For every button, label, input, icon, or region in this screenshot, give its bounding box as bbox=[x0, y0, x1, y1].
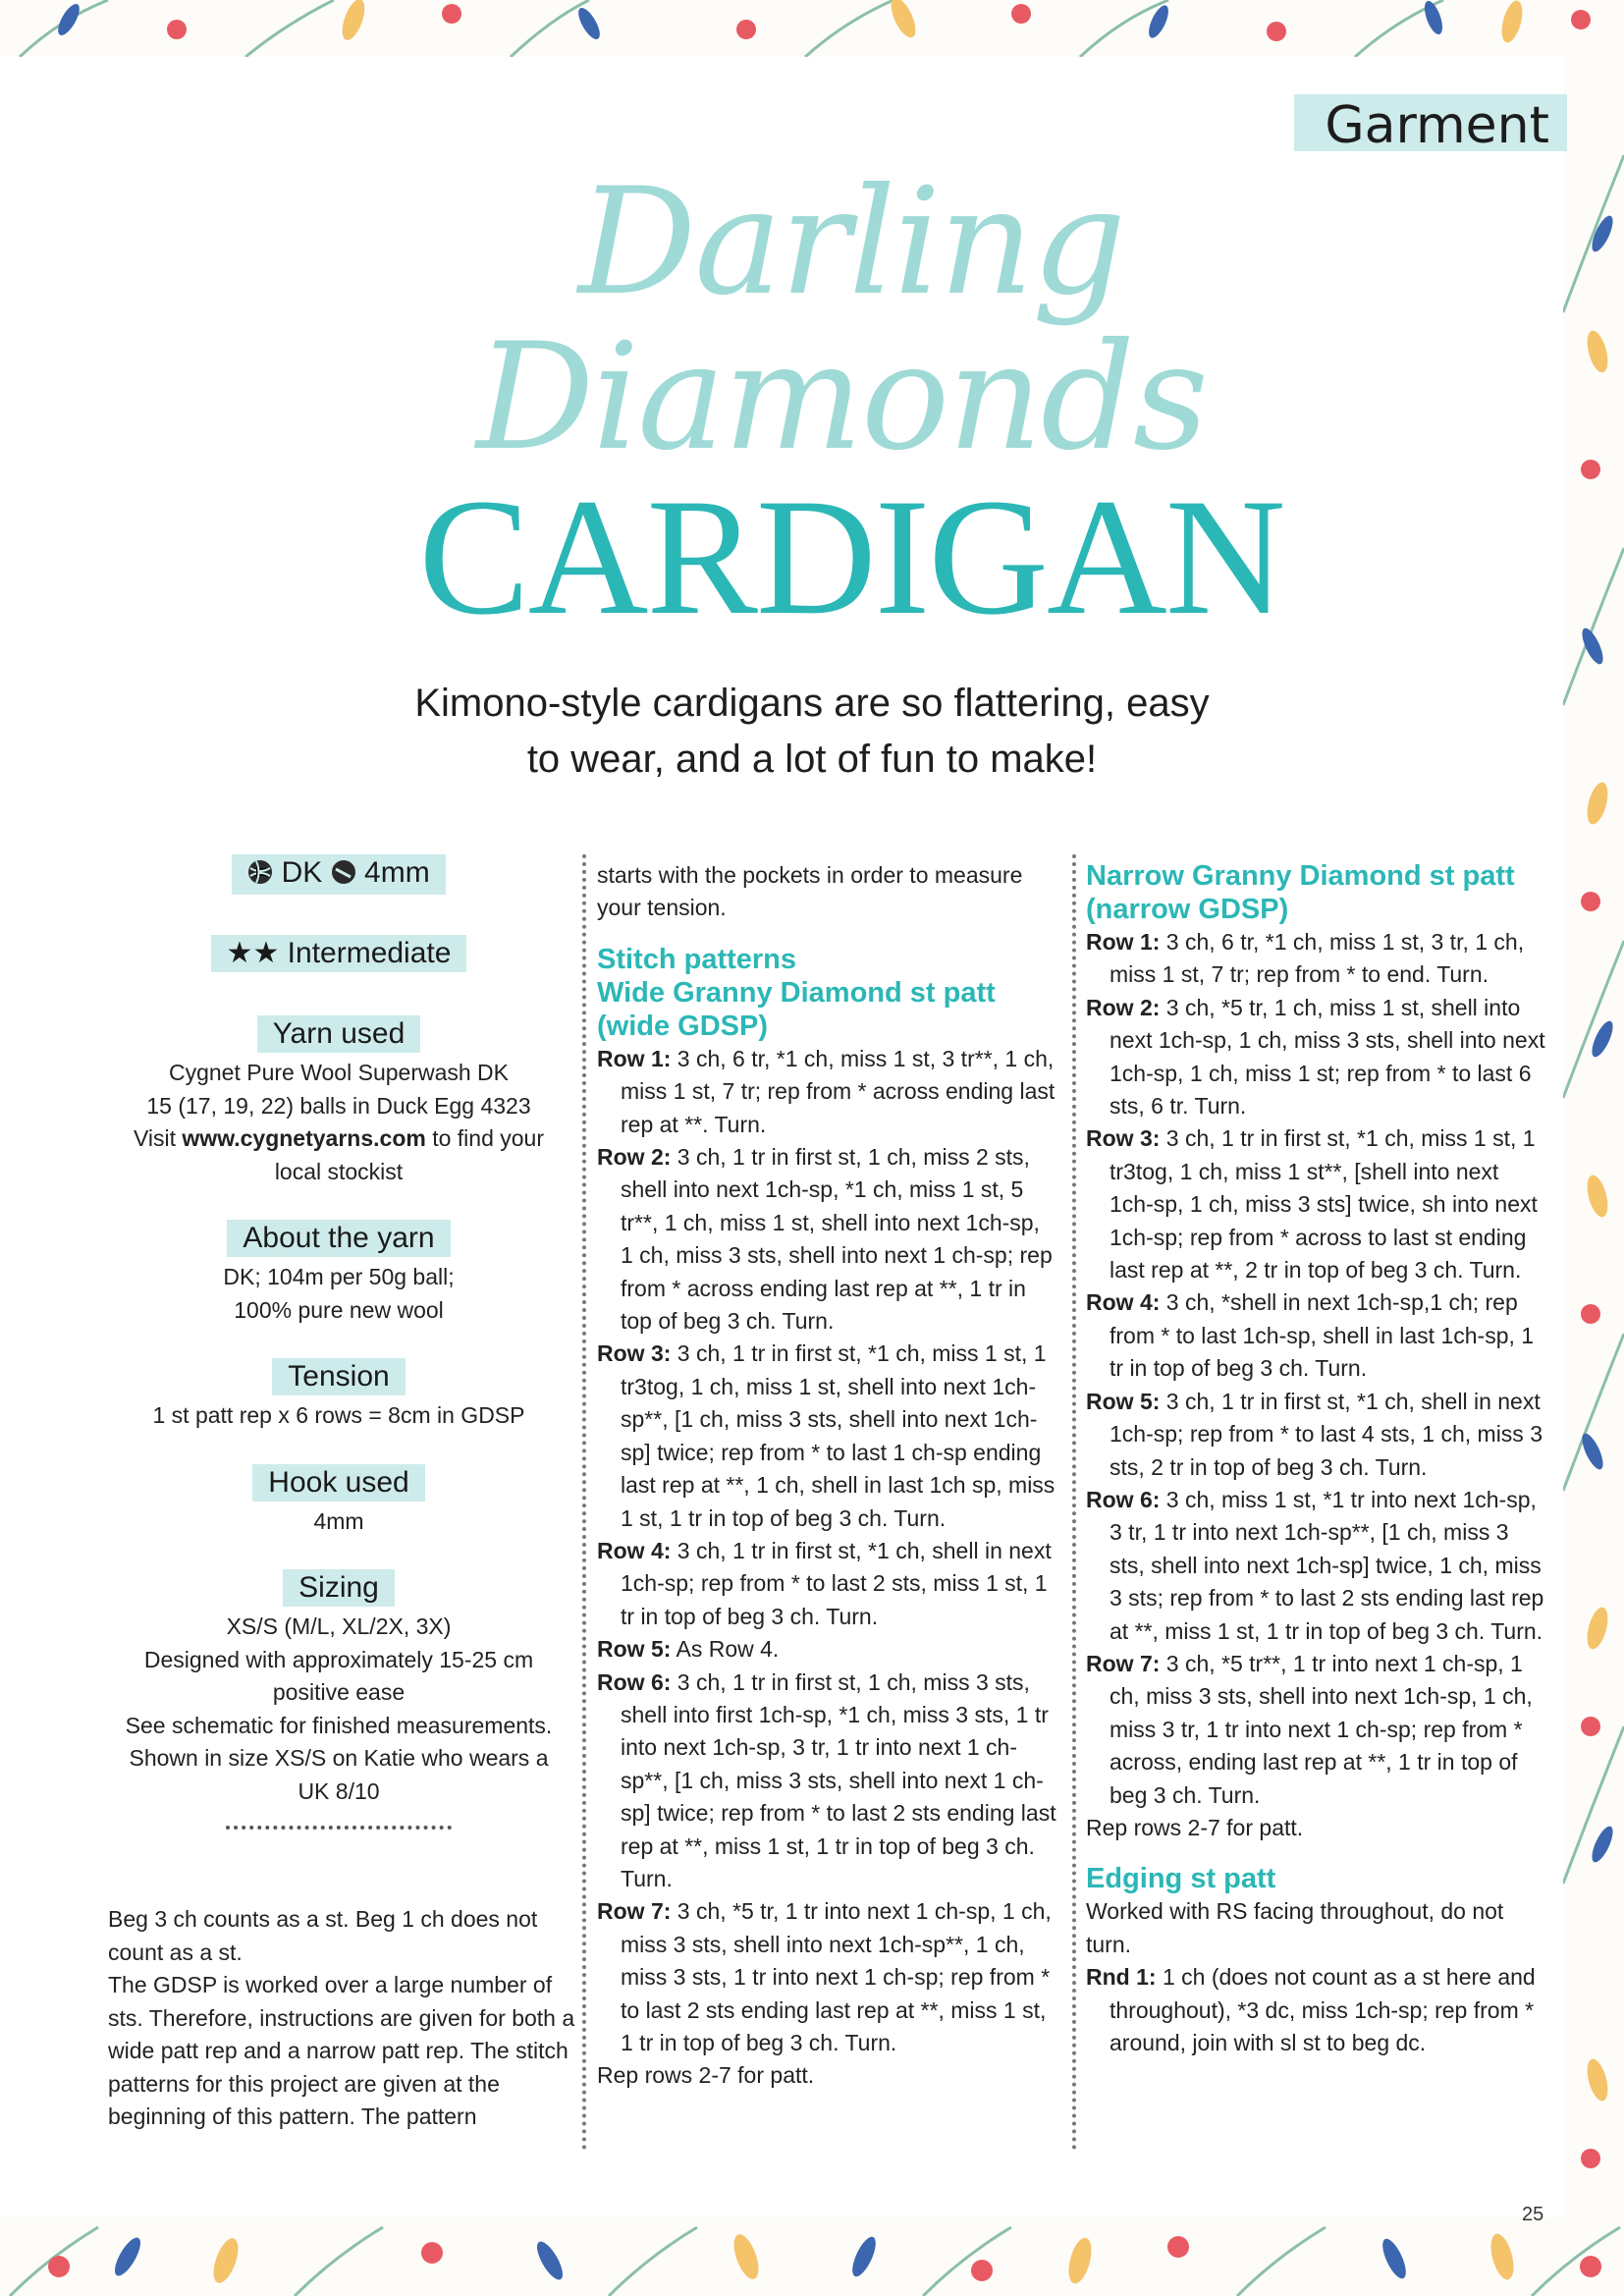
column-divider-2 bbox=[1072, 854, 1076, 2151]
wide-gdsp-row-1 bbox=[597, 1043, 1058, 1141]
row-label: Row 7: bbox=[597, 1898, 672, 1925]
about-yarn-line-2: 100% pure new wool bbox=[234, 1296, 444, 1323]
category-label: Garment bbox=[1325, 96, 1549, 155]
row-label: Rnd 1: bbox=[1086, 1964, 1157, 1991]
row-label: Row 6: bbox=[1086, 1486, 1161, 1512]
row-label: Row 1: bbox=[1086, 929, 1161, 955]
narrow-gdsp-row-7 bbox=[1086, 1648, 1547, 1812]
hook-icon bbox=[331, 857, 356, 895]
section-divider bbox=[226, 1826, 452, 1830]
yarn-used-section bbox=[103, 1015, 574, 1188]
row-instructions: 3 ch, 1 tr in first st, *1 ch, shell in next 1ch-sp; rep from * to last 2 sts, miss 1 st, 1 tr in top of beg 3 ch. Turn. bbox=[621, 1537, 1052, 1629]
narrow-gdsp-row-5 bbox=[1086, 1386, 1547, 1484]
narrow-gdsp-row-1 bbox=[1086, 926, 1547, 992]
sizing-line-4: See schematic for finished measurements. bbox=[125, 1712, 553, 1738]
row-instructions: 3 ch, *5 tr, 1 ch, miss 1 st, shell into next 1ch-sp, 1 ch, miss 3 sts, shell into next 1ch-sp, 1 ch, miss 1 st; rep from * to last 6 sts, 6 tr. Turn. bbox=[1110, 994, 1545, 1120]
sizing-line-5: Shown in size XS/S on Katie who wears a bbox=[129, 1745, 549, 1771]
about-yarn-heading: About the yarn bbox=[227, 1220, 450, 1257]
row-label: Row 5: bbox=[597, 1636, 672, 1663]
title-line-1: Darling bbox=[578, 157, 1124, 328]
row-instructions: 1 ch (does not count as a st here and throughout), *3 dc, miss 1ch-sp; rep from * around, join with sl st to beg dc. bbox=[1110, 1964, 1536, 2055]
yarn-used-heading: Yarn used bbox=[257, 1015, 421, 1053]
narrow-gdsp-footer: Rep rows 2-7 for patt. bbox=[1086, 1814, 1304, 1840]
wide-gdsp-rows bbox=[597, 1043, 1058, 2060]
wide-gdsp-footer: Rep rows 2-7 for patt. bbox=[597, 2062, 815, 2089]
about-yarn-section bbox=[103, 1220, 574, 1327]
edging-rows bbox=[1086, 1961, 1547, 2059]
narrow-gdsp-row-3 bbox=[1086, 1122, 1547, 1286]
wide-gdsp-row-5 bbox=[597, 1633, 1058, 1666]
narrow-gdsp-row-6 bbox=[1086, 1484, 1547, 1648]
row-instructions: 3 ch, 1 tr in first st, 1 ch, miss 3 sts, shell into first 1ch-sp, *1 ch, miss 3 sts, 1 tr into next 1ch-sp, 3 tr, 1 tr into next 1 ch-sp**, [1 ch, miss 3 sts, shell into next 1 ch-sp] twice; rep from * to last 2 sts ending last rep at **, miss 1 st, 1 tr in top of beg 3 ch. Turn. bbox=[621, 1668, 1056, 1891]
tension-line: 1 st patt rep x 6 rows = 8cm in GDSP bbox=[152, 1402, 525, 1428]
wide-gdsp-row-3 bbox=[597, 1338, 1058, 1534]
hook-used-line: 4mm bbox=[313, 1507, 364, 1534]
yarn-ball-icon bbox=[247, 857, 273, 895]
row-label: Row 2: bbox=[1086, 994, 1161, 1020]
narrow-gdsp-row-2 bbox=[1086, 992, 1547, 1123]
row-instructions: 3 ch, 6 tr, *1 ch, miss 1 st, 3 tr**, 1 ch, miss 1 st, 7 tr; rep from * across ending last rep at **. Turn. bbox=[621, 1045, 1056, 1137]
narrow-patterns-column bbox=[1086, 859, 1547, 2059]
wide-gdsp-row-7 bbox=[597, 1895, 1058, 2059]
row-label: Row 3: bbox=[597, 1340, 672, 1367]
wide-gdsp-row-6 bbox=[597, 1667, 1058, 1896]
yarn-weight: DK bbox=[281, 856, 323, 889]
edging-heading: Edging st patt bbox=[1086, 1863, 1276, 1895]
hook-size: 4mm bbox=[364, 856, 430, 889]
row-instructions: 3 ch, miss 1 st, *1 tr into next 1ch-sp, 3 tr, 1 tr into next 1ch-sp**, [1 ch, miss 3 sts, shell into next 1ch-sp] twice, 1 ch, miss 3 sts; rep from * to last 2 sts ending last rep at **, miss 1 st, 1 tr in top of beg 3 ch. Turn. bbox=[1110, 1486, 1544, 1644]
subtitle-line-1: Kimono-style cardigans are so flattering, easy bbox=[414, 682, 1210, 725]
narrow-gdsp-row-4 bbox=[1086, 1286, 1547, 1385]
narrow-gdsp-heading: Narrow Granny Diamond st patt (narrow GDSP) bbox=[1086, 860, 1515, 925]
row-instructions: 3 ch, 1 tr in first st, *1 ch, miss 1 st, 1 tr3tog, 1 ch, miss 1 st**, [shell into next 1ch-sp, 1 ch, miss 3 sts] twice, sh into next 1ch-sp; rep from * across to last st ending last rep at **, 2 tr in top of beg 3 ch. Turn. bbox=[1110, 1125, 1538, 1284]
title-line-3: CARDIGAN bbox=[418, 465, 1284, 649]
sizing-line-2: Designed with approximately 15-25 cm bbox=[143, 1646, 534, 1672]
row-instructions: As Row 4. bbox=[671, 1636, 780, 1663]
row-label: Row 6: bbox=[597, 1668, 672, 1695]
weight-hook-badge bbox=[232, 854, 445, 895]
yarn-quantity: 15 (17, 19, 22) balls in Duck Egg 4323 bbox=[146, 1092, 531, 1119]
floral-border-top bbox=[0, 0, 1624, 57]
row-instructions: 3 ch, 1 tr in first st, *1 ch, shell in next 1ch-sp; rep from * to last 4 sts, 1 ch, miss 3 sts, 2 tr in top of beg 3 ch. Turn. bbox=[1110, 1388, 1543, 1480]
intro-text: starts with the pockets in order to measure your tension. bbox=[597, 862, 1023, 921]
narrow-gdsp-rows bbox=[1086, 926, 1547, 1812]
sizing-line-6: UK 8/10 bbox=[298, 1777, 380, 1804]
row-label: Row 4: bbox=[1086, 1289, 1161, 1316]
row-label: Row 7: bbox=[1086, 1650, 1161, 1676]
tension-section bbox=[103, 1358, 574, 1433]
wide-gdsp-row-4 bbox=[597, 1535, 1058, 1633]
edging-row-1 bbox=[1086, 1961, 1547, 2059]
wide-gdsp-heading: Wide Granny Diamond st patt (wide GDSP) bbox=[597, 976, 996, 1042]
pattern-notes: Beg 3 ch counts as a st. Beg 1 ch does not count as a st. The GDSP is worked over a large number of sts. Therefore, instructions are given for both a wide patt rep and a narrow patt rep. The stitch patterns for this project are given at the beginning of this pattern. The pattern bbox=[108, 1906, 575, 2129]
yarn-visit-line: Visit www.cygnetyarns.com to find your bbox=[133, 1125, 545, 1151]
hook-used-heading: Hook used bbox=[252, 1464, 424, 1502]
stitch-patterns-heading: Stitch patterns bbox=[597, 943, 797, 975]
floral-pattern-top bbox=[0, 0, 1624, 57]
row-instructions: 3 ch, 1 tr in first st, *1 ch, miss 1 st, 1 tr3tog, 1 ch, miss 1 st, shell into next 1ch-sp**, [1 ch, miss 3 sts, shell into next 1ch-sp] twice; rep from * to last 1 ch-sp ending last rep at **, 1 ch, shell in last 1ch sp, miss 1 st, 1 tr in top of beg 3 ch. Turn. bbox=[621, 1340, 1056, 1531]
row-instructions: 3 ch, 6 tr, *1 ch, miss 1 st, 3 tr, 1 ch, miss 1 st, 7 tr; rep from * to end. Turn. bbox=[1110, 929, 1525, 988]
yarn-stockist: local stockist bbox=[274, 1158, 404, 1184]
yarn-name: Cygnet Pure Wool Superwash DK bbox=[168, 1060, 510, 1085]
tension-heading: Tension bbox=[272, 1358, 405, 1395]
wide-gdsp-row-2 bbox=[597, 1141, 1058, 1338]
sizing-heading: Sizing bbox=[283, 1569, 395, 1607]
sizing-line-1: XS/S (M/L, XL/2X, 3X) bbox=[226, 1613, 452, 1639]
subtitle-line-2: to wear, and a lot of fun to make! bbox=[526, 738, 1098, 781]
row-label: Row 5: bbox=[1086, 1388, 1161, 1414]
subtitle bbox=[321, 676, 1303, 788]
difficulty-badge: ★★ Intermediate bbox=[211, 935, 467, 972]
row-label: Row 2: bbox=[597, 1144, 672, 1171]
stitch-patterns-column bbox=[597, 859, 1058, 2093]
about-yarn-line-1: DK; 104m per 50g ball; bbox=[223, 1264, 455, 1289]
floral-pattern-bottom bbox=[0, 2217, 1624, 2296]
edging-intro: Worked with RS facing throughout, do not turn. bbox=[1086, 1898, 1504, 1957]
row-instructions: 3 ch, *5 tr, 1 tr into next 1 ch-sp, 1 ch, miss 3 sts, shell into next 1ch-sp**, 1 ch, miss 3 sts, 1 tr into next 1 ch-sp; rep from * to last 2 sts ending last rep at **, miss 1 st, 1 tr in top of beg 3 ch. Turn. bbox=[621, 1898, 1052, 2055]
row-label: Row 4: bbox=[597, 1537, 672, 1563]
title-line-2: Diamonds bbox=[476, 312, 1207, 483]
category-tag bbox=[1294, 94, 1567, 155]
page-number: 25 bbox=[1522, 2204, 1544, 2225]
row-instructions: 3 ch, 1 tr in first st, 1 ch, miss 2 sts, shell into next 1ch-sp, *1 ch, miss 1 st, 5 tr**, 1 ch, miss 1 st, shell into next 1ch-sp, 1 ch, miss 3 sts, shell into next 1 ch-sp; rep from * across ending last rep at **, 1 tr in top of beg 3 ch. Turn. bbox=[621, 1144, 1053, 1335]
row-label: Row 3: bbox=[1086, 1125, 1161, 1152]
hook-used-section bbox=[103, 1464, 574, 1539]
sizing-section bbox=[103, 1569, 574, 1808]
info-column bbox=[103, 854, 574, 1830]
sizing-line-3: positive ease bbox=[272, 1679, 406, 1705]
column-divider-1 bbox=[582, 854, 586, 2151]
floral-border-bottom bbox=[0, 2217, 1624, 2296]
row-instructions: 3 ch, *shell in next 1ch-sp,1 ch; rep from * to last 1ch-sp, shell in last 1ch-sp, 1 tr in top of beg 3 ch. Turn. bbox=[1110, 1289, 1535, 1382]
yarn-website-link[interactable]: www.cygnetyarns.com bbox=[182, 1125, 426, 1151]
row-label: Row 1: bbox=[597, 1045, 672, 1071]
row-instructions: 3 ch, *5 tr**, 1 tr into next 1 ch-sp, 1 ch, miss 3 sts, shell into next 1ch-sp, 1 ch, miss 3 tr, 1 tr into next 1 ch-sp; rep from * across, ending last rep at **, 1 tr in top of beg 3 ch. Turn. bbox=[1110, 1650, 1533, 1808]
